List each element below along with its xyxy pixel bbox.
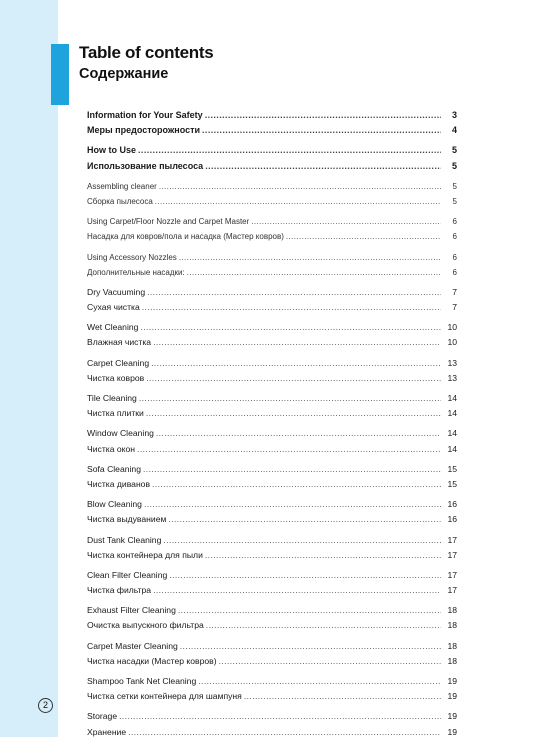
page-title-russian: Содержание xyxy=(79,66,169,82)
dot-leader xyxy=(178,603,441,618)
toc-entry-label: Dust Tank Cleaning xyxy=(87,534,162,545)
toc-entry[interactable] xyxy=(87,709,457,724)
toc-group xyxy=(87,179,457,209)
dot-leader xyxy=(137,442,441,457)
toc-entry-label: Storage xyxy=(87,711,118,722)
toc-entry-label: Tile Cleaning xyxy=(87,393,137,403)
toc-entry-label: Shampoo Tank Net Cleaning xyxy=(87,676,197,686)
toc-entry[interactable] xyxy=(87,356,457,371)
toc-entry-page: 5 xyxy=(452,181,457,191)
toc-entry[interactable] xyxy=(87,603,457,618)
toc-entry-page: 10 xyxy=(447,322,457,333)
dot-leader xyxy=(140,320,441,335)
toc-entry-label: Чистка окон xyxy=(87,443,136,454)
toc-entry[interactable] xyxy=(87,108,457,123)
toc-group xyxy=(87,250,457,280)
toc-entry-page: 6 xyxy=(452,217,457,227)
toc-entry[interactable] xyxy=(87,548,457,563)
toc-entry[interactable] xyxy=(87,265,457,280)
dot-leader xyxy=(198,674,441,689)
dot-leader xyxy=(153,583,441,598)
toc-entry[interactable] xyxy=(87,674,457,689)
toc-entry-label: Чистка сетки контейнера для шампуня xyxy=(87,691,242,702)
toc-entry-label: Сборка пылесоса xyxy=(87,196,153,206)
toc-entry-label: Window Cleaning xyxy=(87,428,154,439)
toc-entry-label: Чистка плитки xyxy=(87,408,144,419)
toc-entry[interactable] xyxy=(87,300,457,315)
toc-entry-page: 6 xyxy=(452,267,457,277)
toc-entry[interactable] xyxy=(87,725,457,740)
dot-leader xyxy=(205,108,441,123)
dot-leader xyxy=(163,533,441,548)
toc-group xyxy=(87,356,457,386)
toc-entry[interactable] xyxy=(87,654,457,669)
dot-leader xyxy=(151,356,441,371)
toc-group xyxy=(87,426,457,456)
toc-entry-label: Assembling cleaner xyxy=(87,181,157,191)
dot-leader xyxy=(156,426,441,441)
toc-group xyxy=(87,568,457,598)
dot-leader xyxy=(152,477,441,492)
toc-entry-page: 15 xyxy=(447,463,457,474)
toc-entry[interactable] xyxy=(87,143,457,158)
dot-leader xyxy=(142,300,441,315)
toc-entry[interactable] xyxy=(87,497,457,512)
toc-entry-page: 15 xyxy=(447,478,457,489)
toc-entry-page: 18 xyxy=(447,620,457,631)
toc-entry-page: 16 xyxy=(447,514,457,525)
dot-leader xyxy=(128,725,441,740)
toc-entry-page: 4 xyxy=(451,125,457,136)
toc-entry-page: 13 xyxy=(447,372,457,383)
toc-entry[interactable] xyxy=(87,229,457,244)
toc-group xyxy=(87,639,457,669)
toc-entry-page: 17 xyxy=(447,569,457,580)
toc-entry-label: Чистка диванов xyxy=(87,478,151,489)
toc-entry[interactable] xyxy=(87,391,457,406)
toc-entry-label: Wet Cleaning xyxy=(87,322,139,333)
left-sidebar-band xyxy=(0,0,58,737)
toc-entry[interactable] xyxy=(87,442,457,457)
toc-entry[interactable] xyxy=(87,250,457,265)
toc-entry-label: Clean Filter Cleaning xyxy=(87,569,168,580)
page-title: Table of contents xyxy=(79,43,214,62)
dot-leader xyxy=(286,229,441,244)
toc-entry-label: Carpet Cleaning xyxy=(87,357,150,368)
toc-entry[interactable] xyxy=(87,477,457,492)
toc-entry[interactable] xyxy=(87,618,457,633)
toc-entry[interactable] xyxy=(87,285,457,300)
toc-group xyxy=(87,603,457,633)
toc-group xyxy=(87,214,457,244)
toc-entry-label: Хранение xyxy=(87,726,127,737)
dot-leader xyxy=(187,265,441,280)
toc-entry-label: Чистка контейнера для пыли xyxy=(87,549,203,560)
toc-entry[interactable] xyxy=(87,639,457,654)
toc-entry-label: Sofa Cleaning xyxy=(87,463,141,474)
toc-entry-label: Blow Cleaning xyxy=(87,499,142,510)
dot-leader xyxy=(159,179,441,194)
toc-group xyxy=(87,320,457,350)
toc-entry-label: Information for Your Safety xyxy=(87,110,203,120)
dot-leader xyxy=(144,497,441,512)
toc-entry[interactable] xyxy=(87,194,457,209)
toc-entry-page: 16 xyxy=(447,499,457,510)
dot-leader xyxy=(153,335,441,350)
toc-entry-label: Using Carpet/Floor Nozzle and Carpet Master xyxy=(87,217,250,227)
toc-group xyxy=(87,108,457,138)
toc-entry[interactable] xyxy=(87,335,457,350)
dot-leader xyxy=(244,689,441,704)
toc-entry-page: 18 xyxy=(447,605,457,616)
toc-entry-page: 6 xyxy=(452,252,457,262)
toc-entry-page: 5 xyxy=(452,196,457,206)
dot-leader xyxy=(205,548,441,563)
toc-entry-label: Насадка для ковров/пола и насадка (Мастер ковров) xyxy=(87,232,284,242)
dot-leader xyxy=(139,391,441,406)
toc-entry-page: 19 xyxy=(447,711,457,722)
toc-entry-label: Чистка фильтра xyxy=(87,585,152,596)
toc-entry-page: 19 xyxy=(447,726,457,737)
toc-entry-label: Чистка ковров xyxy=(87,372,145,383)
toc-entry[interactable] xyxy=(87,689,457,704)
toc-entry-page: 19 xyxy=(447,676,457,686)
toc-entry[interactable] xyxy=(87,159,457,174)
toc-entry-label: Сухая чистка xyxy=(87,302,140,313)
dot-leader xyxy=(155,194,441,209)
toc-entry-page: 7 xyxy=(452,302,457,313)
toc-entry[interactable] xyxy=(87,462,457,477)
toc-entry-page: 5 xyxy=(451,145,457,156)
toc-entry[interactable] xyxy=(87,512,457,527)
toc-entry-page: 18 xyxy=(447,655,457,666)
toc-entry-page: 14 xyxy=(447,393,457,403)
toc-entry-page: 3 xyxy=(451,110,457,120)
dot-leader xyxy=(138,143,441,158)
toc-group xyxy=(87,674,457,704)
toc-entry[interactable] xyxy=(87,371,457,386)
toc-entry[interactable] xyxy=(87,568,457,583)
dot-leader xyxy=(219,654,441,669)
toc-entry-label: Dry Vacuuming xyxy=(87,286,146,297)
toc-group xyxy=(87,462,457,492)
toc-entry-label: Exhaust Filter Cleaning xyxy=(87,605,176,616)
dot-leader xyxy=(179,250,441,265)
toc-entry-page: 14 xyxy=(447,428,457,439)
dot-leader xyxy=(143,462,441,477)
dot-leader xyxy=(169,568,441,583)
toc-entry-page: 10 xyxy=(447,337,457,348)
dot-leader xyxy=(168,512,441,527)
toc-entry-page: 19 xyxy=(447,691,457,702)
toc-entry-label: Using Accessory Nozzles xyxy=(87,252,177,262)
dot-leader xyxy=(251,214,441,229)
dot-leader xyxy=(146,371,441,386)
toc-entry[interactable] xyxy=(87,214,457,229)
toc-entry-label: How to Use xyxy=(87,145,137,156)
toc-entry-page: 5 xyxy=(451,160,457,171)
toc-entry-label: Использование пылесоса xyxy=(87,160,204,171)
page-number: 2 xyxy=(38,698,53,713)
dot-leader xyxy=(146,406,441,421)
toc-entry[interactable] xyxy=(87,426,457,441)
toc-entry-page: 14 xyxy=(447,443,457,454)
dot-leader xyxy=(205,159,441,174)
toc-entry-page: 7 xyxy=(452,286,457,297)
toc-group xyxy=(87,143,457,173)
table-of-contents xyxy=(87,108,457,745)
dot-leader xyxy=(147,285,441,300)
toc-entry-page: 18 xyxy=(447,640,457,651)
dot-leader xyxy=(206,618,441,633)
toc-entry[interactable] xyxy=(87,583,457,598)
toc-entry-label: Чистка выдуванием xyxy=(87,514,167,525)
toc-entry[interactable] xyxy=(87,179,457,194)
toc-entry-page: 17 xyxy=(447,585,457,596)
dot-leader xyxy=(202,123,441,138)
toc-entry-label: Carpet Master Cleaning xyxy=(87,640,178,651)
toc-group xyxy=(87,391,457,421)
toc-group xyxy=(87,497,457,527)
toc-group xyxy=(87,709,457,739)
dot-leader xyxy=(180,639,441,654)
dot-leader xyxy=(119,709,441,724)
toc-entry-label: Влажная чистка xyxy=(87,337,152,348)
toc-entry-page: 13 xyxy=(447,357,457,368)
toc-entry-page: 6 xyxy=(452,232,457,242)
toc-group xyxy=(87,285,457,315)
toc-entry[interactable] xyxy=(87,320,457,335)
toc-entry-page: 17 xyxy=(447,534,457,545)
toc-entry-label: Очистка выпускного фильтра xyxy=(87,620,204,631)
toc-entry[interactable] xyxy=(87,123,457,138)
title-accent-bar xyxy=(51,44,69,105)
toc-entry-label: Чистка насадки (Мастер ковров) xyxy=(87,655,217,666)
toc-entry-label: Меры предосторожности xyxy=(87,125,201,136)
toc-entry-label: Дополнительные насадки: xyxy=(87,267,185,277)
toc-group xyxy=(87,533,457,563)
toc-entry[interactable] xyxy=(87,533,457,548)
toc-entry-page: 17 xyxy=(447,549,457,560)
toc-entry-page: 14 xyxy=(447,408,457,419)
toc-entry[interactable] xyxy=(87,406,457,421)
